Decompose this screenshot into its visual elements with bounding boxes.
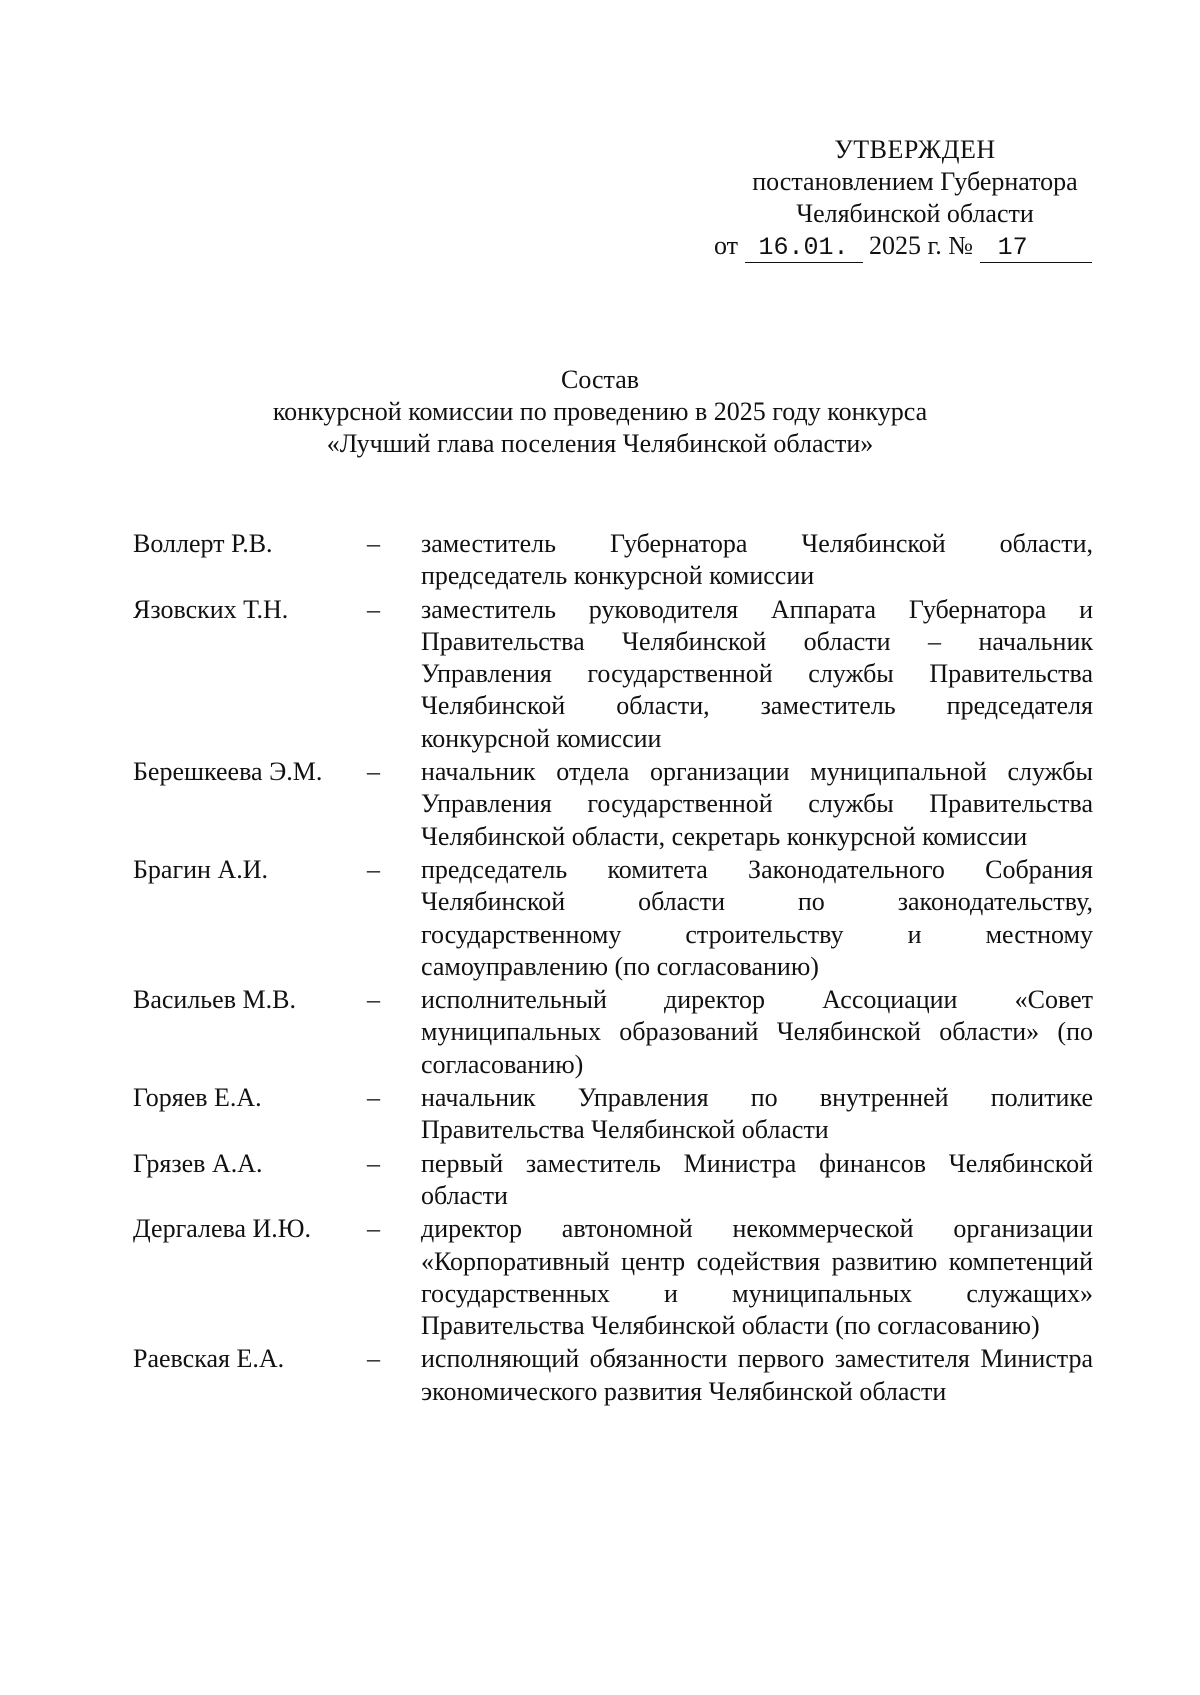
member-name: Брагин А.И.	[133, 854, 269, 884]
member-row	[133, 1213, 1093, 1342]
decree-number: 17	[980, 234, 1092, 263]
member-name: Грязев А.А.	[133, 1148, 263, 1178]
member-dash: –	[367, 1148, 380, 1178]
members-list	[133, 528, 1093, 1409]
member-role: заместитель руководителя Аппарата Губернатора и Правительства Челябинской области – начальник Управления государственной службы Правительства Челябинской области, заместитель председателя конкурсной комиссии	[421, 594, 1093, 753]
member-role: исполнительный директор Ассоциации «Совет муниципальных образований Челябинской области» (по согласованию)	[421, 985, 1093, 1079]
member-row	[133, 1343, 1093, 1408]
member-row	[133, 1082, 1093, 1147]
member-dash: –	[367, 529, 380, 558]
member-role: председатель комитета Законодательного Собрания Челябинской области по законодательству, государственному строительству и местному самоуправлению (по согласованию)	[421, 854, 1093, 981]
member-name: Язовских Т.Н.	[133, 594, 289, 624]
member-name: Дергалева И.Ю.	[133, 1214, 312, 1244]
member-role: директор автономной некоммерческой организации «Корпоративный центр содействия развитию компетенций государственных и муниципальных служащих» Правительства Челябинской области (по согласованию)	[421, 1214, 1093, 1341]
title-line-1: Состав	[560, 365, 640, 394]
member-dash: –	[367, 1083, 380, 1113]
member-name: Воллерт Р.В.	[133, 529, 273, 558]
member-row	[133, 756, 1093, 853]
title-line-2: конкурсной комиссии по проведению в 2025 году конкурса	[272, 397, 928, 426]
member-role: исполняющий обязанности первого заместителя Министра экономического развития Челябинской области	[421, 1344, 1093, 1406]
member-row	[133, 594, 1093, 755]
member-dash: –	[367, 1214, 380, 1244]
approval-line-region: Челябинской области	[796, 199, 1034, 228]
member-row	[133, 984, 1093, 1081]
member-dash: –	[367, 1344, 380, 1374]
approval-date-line	[714, 230, 1130, 263]
title-line-3: «Лучший глава поселения Челябинской области»	[326, 429, 874, 458]
year-number-label: 2025 г. №	[869, 231, 974, 260]
approval-heading: УТВЕРЖДЕН	[834, 135, 996, 164]
member-dash: –	[367, 854, 380, 884]
decree-date: 16.01.	[745, 234, 863, 263]
member-dash: –	[367, 594, 380, 624]
member-role: начальник отдела организации муниципальной службы Управления государственной службы Правительства Челябинской области, секретарь конкурсной комиссии	[421, 757, 1093, 851]
member-dash: –	[367, 757, 380, 787]
member-name: Раевская Е.А.	[133, 1344, 285, 1374]
member-dash: –	[367, 985, 380, 1015]
member-row	[133, 854, 1093, 983]
member-role: заместитель Губернатора Челябинской области, председатель конкурсной комиссии	[421, 529, 1093, 591]
member-role: начальник Управления по внутренней политике Правительства Челябинской области	[421, 1083, 1093, 1145]
from-label: от	[714, 231, 739, 260]
member-name: Васильев М.В.	[133, 985, 296, 1015]
member-row	[133, 1148, 1093, 1213]
document-title	[160, 364, 1040, 460]
member-row	[133, 528, 1093, 593]
member-role: первый заместитель Министра финансов Челябинской области	[421, 1148, 1093, 1210]
approval-line-decree: постановлением Губернатора	[752, 167, 1078, 196]
member-name: Горяев Е.А.	[133, 1083, 262, 1113]
approval-block	[700, 134, 1130, 263]
member-name: Берешкеева Э.М.	[133, 757, 323, 787]
